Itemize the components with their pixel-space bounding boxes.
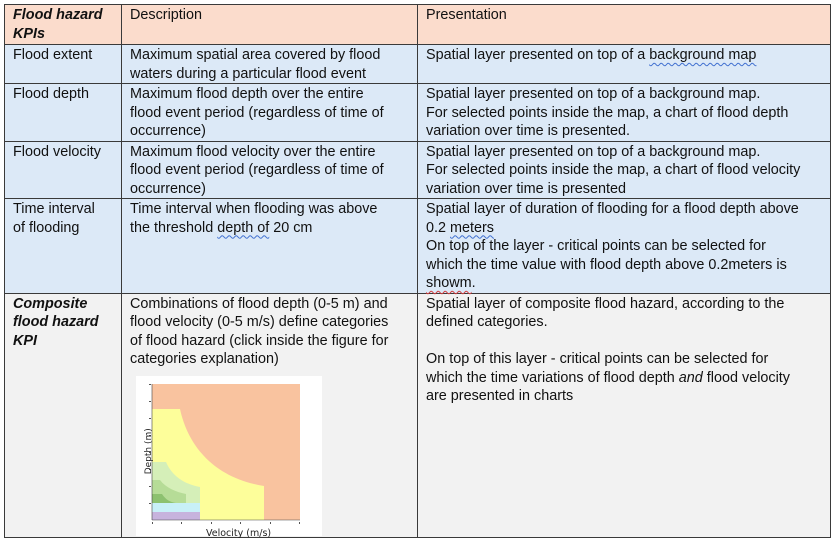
description-line: Maximum flood velocity over the entire	[130, 143, 409, 162]
x-tick	[270, 522, 271, 524]
presentation-text: Spatial layer presented on top of a	[426, 47, 649, 63]
kpi-cell	[5, 84, 122, 142]
description-line: flood velocity (0-5 m/s) define categories	[130, 313, 409, 332]
emphasis-and: and	[679, 370, 703, 386]
y-tick	[149, 503, 151, 504]
hazard-zone-very-low	[152, 503, 200, 512]
presentation-cell	[418, 141, 831, 199]
presentation-line: For selected points inside the map, a chart of flood depth	[426, 104, 822, 123]
kpi-name: KPI	[13, 332, 113, 351]
description-line: flood event period (regardless of time of	[130, 104, 409, 123]
kpi-name: Flood velocity	[13, 143, 113, 162]
presentation-cell	[418, 45, 831, 84]
kpi-name: Flood depth	[13, 85, 113, 104]
presentation-line	[426, 46, 822, 65]
y-tick	[149, 486, 151, 487]
table-row	[5, 141, 831, 199]
figure-y-axis-label: Depth (m)	[140, 428, 159, 474]
depth-of-link[interactable]: depth of	[217, 220, 269, 236]
presentation-line: Spatial layer presented on top of a background map.	[426, 143, 822, 162]
description-line: of flood hazard (click inside the figure for	[130, 332, 409, 351]
description-line: Maximum spatial area covered by flood	[130, 46, 409, 65]
presentation-line: On top of the layer - critical points can be selected for	[426, 237, 822, 256]
description-cell	[122, 293, 418, 537]
presentation-line: showm.	[426, 274, 822, 293]
x-tick	[240, 522, 241, 524]
hazard-category-chart[interactable]	[136, 376, 322, 536]
presentation-line: For selected points inside the map, a chart of flood velocity	[426, 161, 822, 180]
kpi-cell	[5, 141, 122, 199]
description-line: occurrence)	[130, 180, 409, 199]
presentation-cell	[418, 199, 831, 294]
description-text: the threshold	[130, 220, 217, 236]
description-line: Combinations of flood depth (0-5 m) and	[130, 295, 409, 314]
kpi-name: flood hazard	[13, 313, 113, 332]
x-tick	[181, 522, 182, 524]
paragraph-gap	[426, 332, 822, 351]
background-map-link[interactable]: background map	[649, 47, 756, 63]
header-kpi: Flood hazard KPIs	[5, 5, 122, 45]
description-cell	[122, 45, 418, 84]
table-row	[5, 293, 831, 537]
presentation-line	[426, 219, 822, 238]
kpi-name: Flood extent	[13, 46, 113, 65]
presentation-line: variation over time is presented.	[426, 122, 822, 141]
kpi-name: Composite	[13, 295, 113, 314]
presentation-cell	[418, 84, 831, 142]
description-line: Time interval when flooding was above	[130, 200, 409, 219]
description-line: occurrence)	[130, 122, 409, 141]
presentation-text: 0.2	[426, 220, 450, 236]
presentation-line: which the time value with flood depth above 0.2meters is	[426, 256, 822, 275]
presentation-line: Spatial layer presented on top of a background map.	[426, 85, 822, 104]
presentation-line: are presented in charts	[426, 387, 822, 406]
figure-x-axis-label: Velocity (m/s)	[206, 525, 271, 543]
presentation-line	[426, 369, 822, 388]
meters-link[interactable]: meters	[450, 220, 494, 236]
x-tick	[299, 522, 300, 524]
kpi-cell	[5, 45, 122, 84]
flood-hazard-figure[interactable]	[136, 376, 322, 536]
table-row	[5, 84, 831, 142]
kpi-cell	[5, 199, 122, 294]
presentation-text: which the time variations of flood depth	[426, 370, 679, 386]
table-header-row	[5, 5, 831, 45]
header-description: Description	[122, 5, 418, 45]
y-tick	[149, 418, 151, 419]
description-text: 20 cm	[269, 220, 312, 236]
hazard-zone-none	[152, 512, 200, 520]
description-line: Maximum flood depth over the entire	[130, 85, 409, 104]
description-cell	[122, 199, 418, 294]
presentation-line: On top of this layer - critical points can be selected for	[426, 350, 822, 369]
kpi-name: Time interval	[13, 200, 113, 219]
presentation-line: variation over time is presented	[426, 180, 822, 199]
description-cell	[122, 84, 418, 142]
header-presentation: Presentation	[418, 5, 831, 45]
presentation-line: defined categories.	[426, 313, 822, 332]
description-cell	[122, 141, 418, 199]
y-tick	[149, 401, 151, 402]
x-tick	[211, 522, 212, 524]
x-tick	[152, 522, 153, 524]
kpi-cell	[5, 293, 122, 537]
kpi-name: of flooding	[13, 219, 113, 238]
description-line: waters during a particular flood event	[130, 65, 409, 84]
table-row	[5, 45, 831, 84]
y-tick	[149, 384, 151, 385]
presentation-text: flood velocity	[703, 370, 790, 386]
presentation-cell	[418, 293, 831, 537]
spelling-error-word: showm	[426, 275, 472, 291]
description-line: categories explanation)	[130, 350, 409, 369]
table-row	[5, 199, 831, 294]
description-line: flood event period (regardless of time of	[130, 161, 409, 180]
kpi-table	[4, 4, 831, 538]
description-line	[130, 219, 409, 238]
presentation-line: Spatial layer of composite flood hazard, according to the	[426, 295, 822, 314]
presentation-line: Spatial layer of duration of flooding for a flood depth above	[426, 200, 822, 219]
